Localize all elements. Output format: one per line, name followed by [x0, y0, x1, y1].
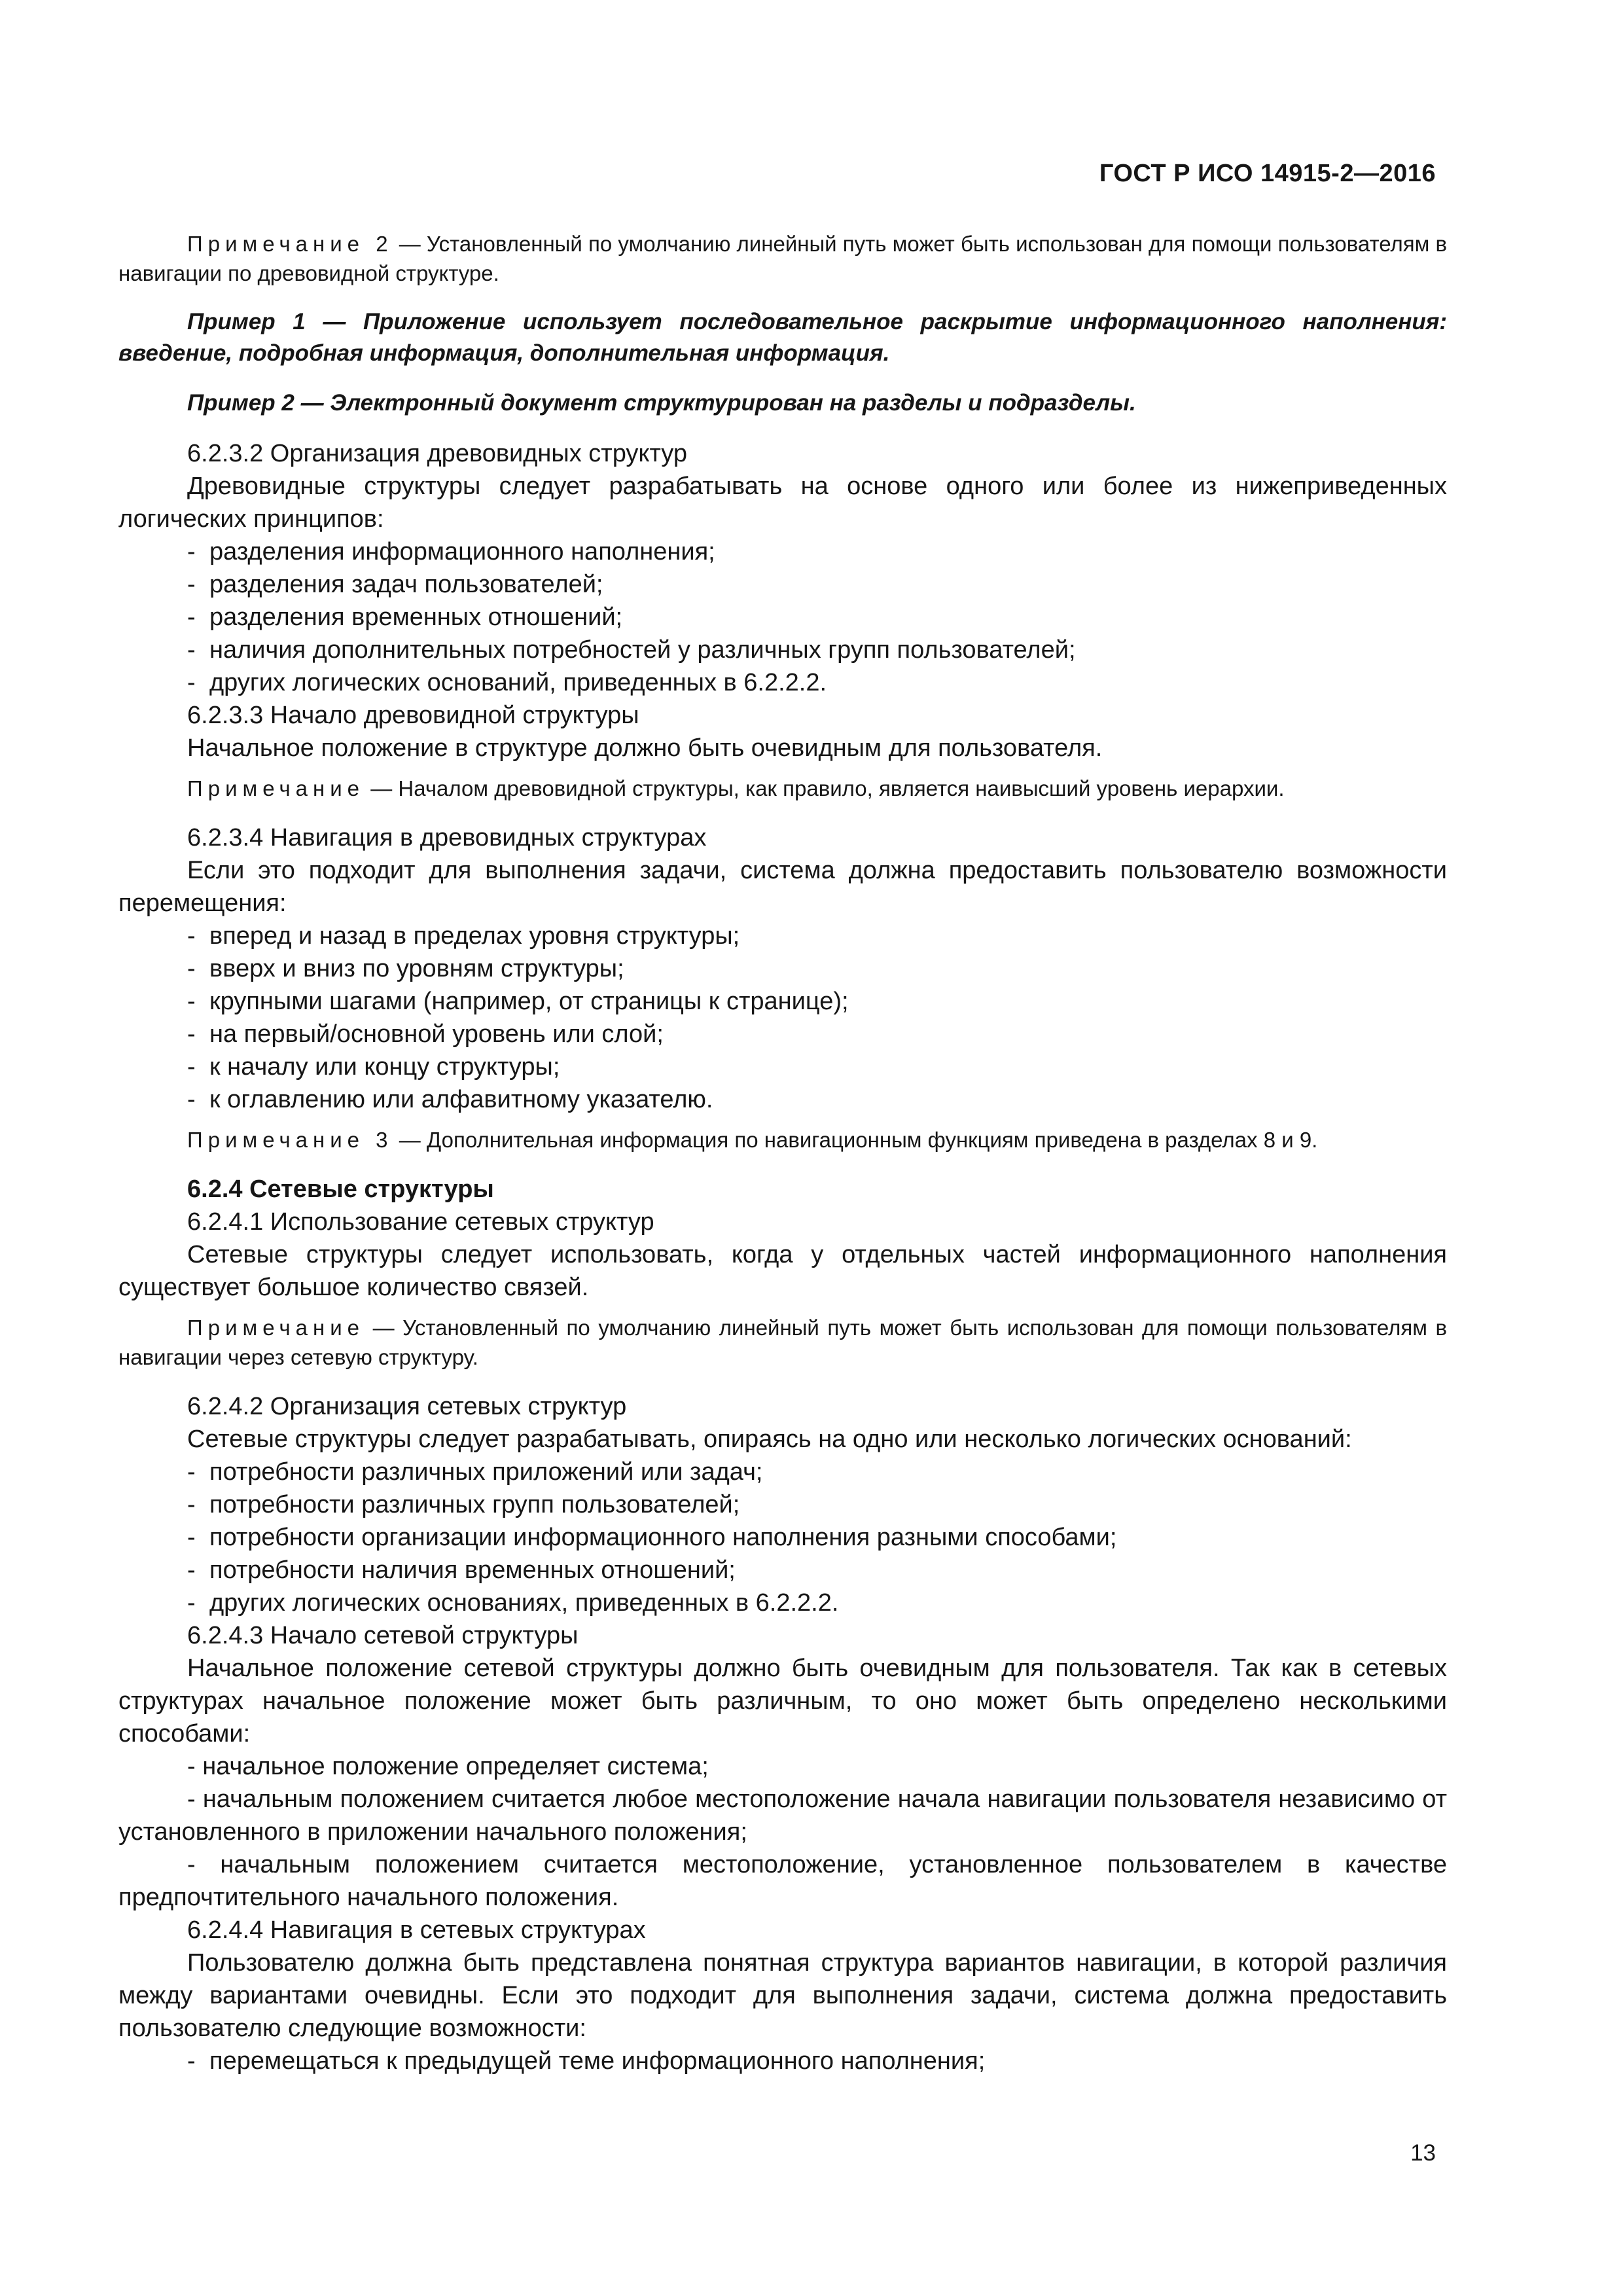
document-header: ГОСТ Р ИСО 14915-2—2016 [1099, 160, 1436, 187]
section-6-2-3-3-title: 6.2.3.3 Начало древовидной структуры [187, 702, 639, 729]
section-6-2-4-1-title: 6.2.4.1 Использование сетевых структур [187, 1208, 654, 1236]
note-network-path: Примечание — Установленный по умолчанию линейный путь может быть использован для помощи пользователям в навигации через сетевую структуру. [118, 1316, 1448, 1369]
note-label: Примечание 3 [187, 1128, 393, 1152]
list-item: - разделения задач пользователей; [187, 571, 603, 598]
section-6-2-3-4-text: Если это подходит для выполнения задачи, система должна предоставить пользователю возможности перемещения: [118, 857, 1447, 917]
list-item: - других логических основаниях, приведенных в 6.2.2.2. [187, 1589, 839, 1617]
list-item: - крупными шагами (например, от страницы к странице); [187, 988, 849, 1015]
section-6-2-4-2-text: Сетевые структуры следует разрабатывать, опираясь на одно или несколько логических оснований: [187, 1426, 1352, 1453]
note-2: Примечание 2 — Установленный по умолчанию линейный путь может быть использован для помощи пользователям в навигации по древовидной структуре. [118, 232, 1447, 285]
note-label: Примечание [187, 1316, 365, 1340]
section-6-2-3-3-text: Начальное положение в структуре должно быть очевидным для пользователя. [187, 734, 1103, 762]
list-item: - потребности различных приложений или задач; [187, 1458, 763, 1486]
list-6-2-4-4 [118, 2045, 1447, 2077]
list-6-2-3-2 [118, 535, 1447, 699]
list-item: - других логических оснований, приведенных в 6.2.2.2. [187, 669, 827, 696]
note-text: Дополнительная информация по навигационным функциям приведена в разделах 8 и 9. [426, 1128, 1318, 1152]
list-item: - потребности наличия временных отношений; [187, 1556, 736, 1584]
section-6-2-4-3-text: Начальное положение сетевой структуры должно быть очевидным для пользователя. Так как в сетевых структурах начальное положение может быть различным, то оно может быть определено несколькими способами: [118, 1655, 1447, 1748]
list-item: - начальное положение определяет система; [187, 1753, 709, 1780]
note-tree-start: Примечание — Началом древовидной структуры, как правило, является наивысший уровень иерархии. [187, 776, 1285, 800]
list-item: - перемещаться к предыдущей теме информационного наполнения; [187, 2047, 986, 2075]
note-text: Установленный по умолчанию линейный путь может быть использован для помощи пользователям в навигации по древовидной структуре. [118, 232, 1447, 285]
list-item: - потребности организации информационного наполнения разными способами; [187, 1524, 1117, 1551]
list-item: - к оглавлению или алфавитному указателю. [187, 1086, 713, 1113]
note-label: Примечание 2 [187, 232, 393, 256]
section-6-2-3-2-text: Древовидные структуры следует разрабатывать на основе одного или более из нижеприведенных логических принципов: [118, 473, 1447, 533]
note-label: Примечание [187, 776, 365, 800]
section-6-2-4-1-text: Сетевые структуры следует использовать, когда у отдельных частей информационного наполнения существует большое количество связей. [118, 1241, 1447, 1301]
list-6-2-3-4 [118, 920, 1447, 1116]
list-item: - к началу или концу структуры; [187, 1053, 560, 1081]
example-1: Пример 1 — Приложение использует последовательное раскрытие информационного наполнения: введение, подробная информация, дополнительная информация. [118, 309, 1447, 366]
section-6-2-4-3-title: 6.2.4.3 Начало сетевой структуры [187, 1622, 579, 1649]
page-number: 13 [1410, 2140, 1436, 2166]
note-text: Началом древовидной структуры, как правило, является наивысший уровень иерархии. [398, 776, 1285, 800]
list-item: - начальным положением считается местоположение, установленное пользователем в качестве предпочтительного начального положения. [118, 1851, 1447, 1911]
list-item: - потребности различных групп пользователей; [187, 1491, 740, 1518]
section-6-2-4-4-text: Пользователю должна быть представлена понятная структура вариантов навигации, в которой различия между вариантами очевидны. Если это подходит для выполнения задачи, система должна предоставить пользователю следующие возможности: [118, 1949, 1447, 2042]
section-6-2-3-4-title: 6.2.3.4 Навигация в древовидных структурах [187, 824, 707, 852]
list-item: - начальным положением считается любое местоположение начала навигации пользователя независимо от установленного в приложении начального положения; [118, 1785, 1447, 1846]
section-6-2-4-2-title: 6.2.4.2 Организация сетевых структур [187, 1393, 627, 1420]
list-6-2-4-2 [118, 1456, 1447, 1619]
section-6-2-3-2-title: 6.2.3.2 Организация древовидных структур [187, 440, 687, 467]
list-item: - наличия дополнительных потребностей у различных групп пользователей; [187, 636, 1076, 664]
document-body [118, 229, 1447, 2077]
list-item: - разделения временных отношений; [187, 603, 623, 631]
section-6-2-4-heading: 6.2.4 Сетевые структуры [187, 1175, 494, 1203]
example-2: Пример 2 — Электронный документ структурирован на разделы и подразделы. [187, 390, 1136, 416]
list-item: - вверх и вниз по уровням структуры; [187, 955, 624, 982]
list-6-2-4-3 [118, 1750, 1447, 1914]
list-item: - разделения информационного наполнения; [187, 538, 715, 565]
list-item: - вперед и назад в пределах уровня структуры; [187, 922, 740, 950]
section-6-2-4-4-title: 6.2.4.4 Навигация в сетевых структурах [187, 1916, 646, 1944]
note-3: Примечание 3 — Дополнительная информация по навигационным функциям приведена в разделах 8 и 9. [187, 1128, 1318, 1152]
list-item: - на первый/основной уровень или слой; [187, 1020, 664, 1048]
note-text: Установленный по умолчанию линейный путь может быть использован для помощи пользователям в навигации через сетевую структуру. [118, 1316, 1448, 1369]
